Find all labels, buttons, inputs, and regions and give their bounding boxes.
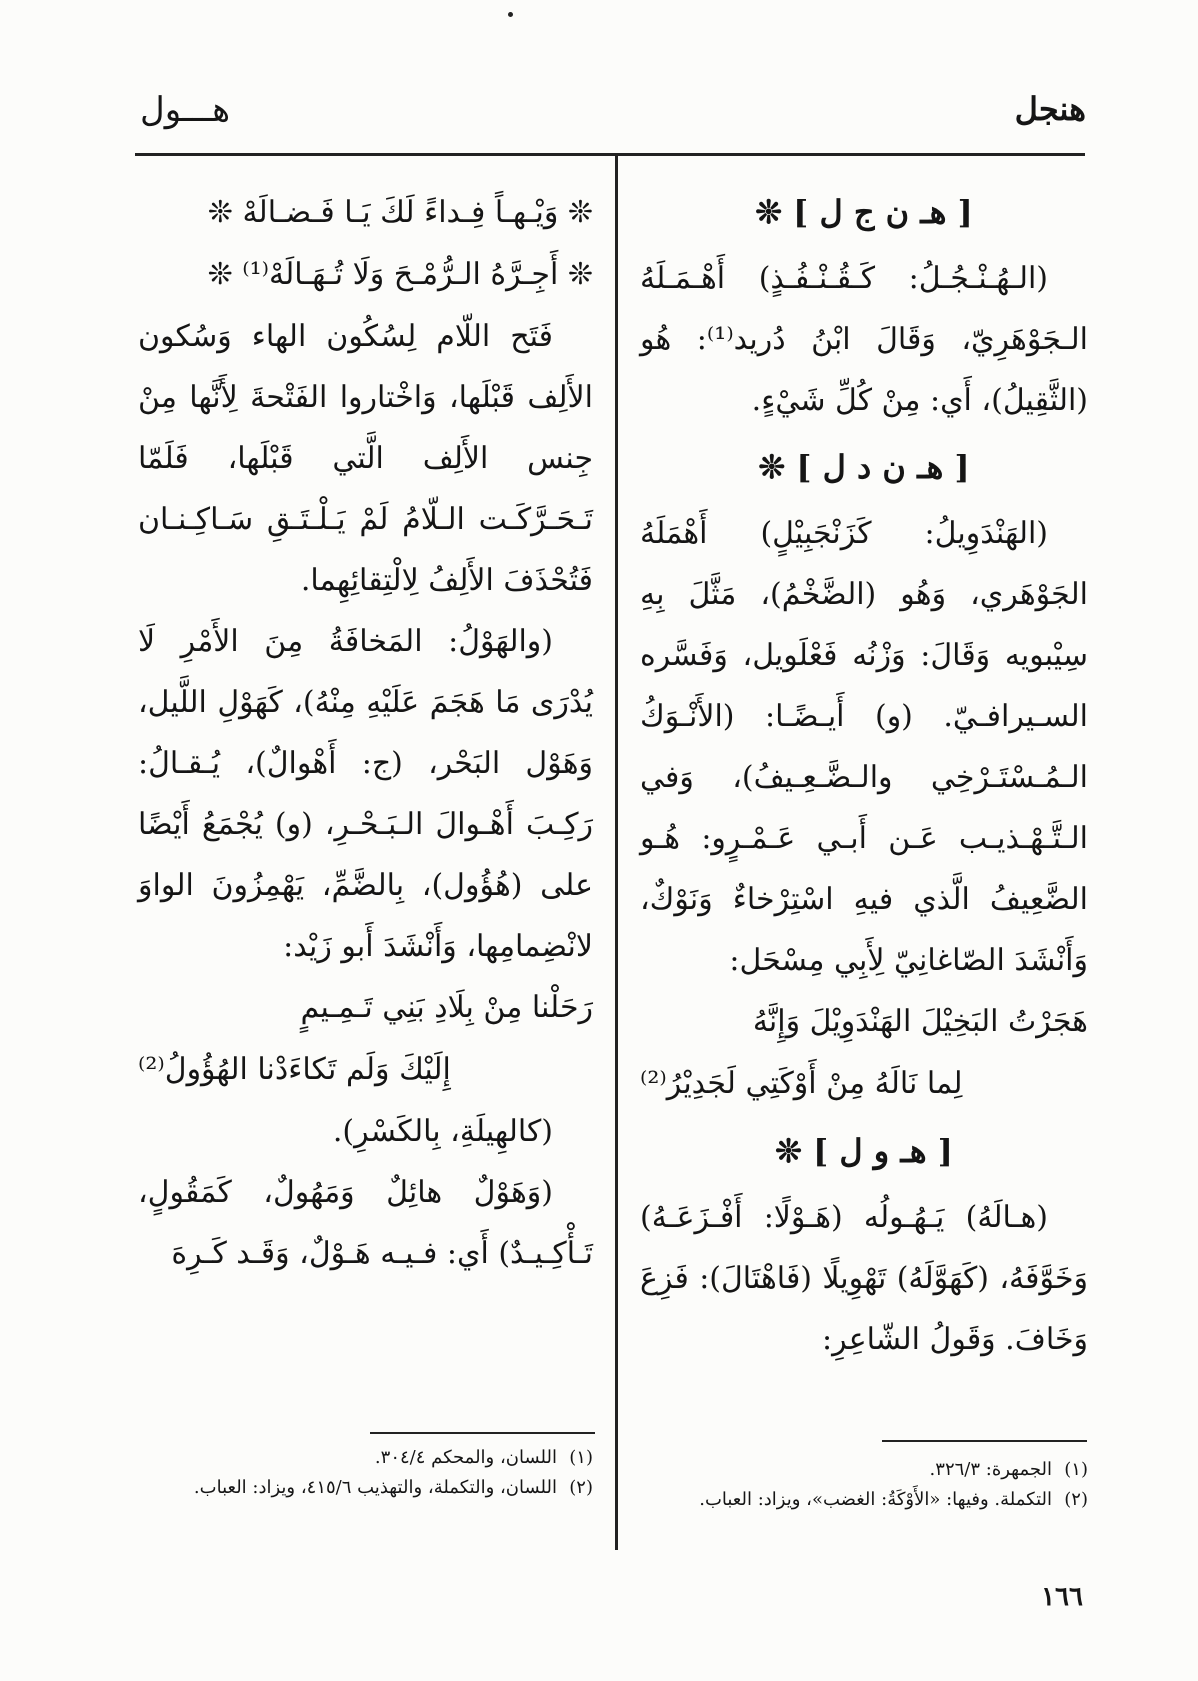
right-column [640,182,1088,1370]
entry-text-hnjl: (الـهُـنْـجُـلُ: كَـقُـنْـفُـذٍ) أَهْـمَـلَهُ الـجَوْهَرِيّ، وَقَالَ ابْنُ دُريد⁽¹⁾: هُو (الثَّقِيلُ)، أَي: مِنْ كُلِّ شَيْءٍ. [640,261,1088,418]
paragraph: فَتَح اللّام لِسُكُون الهاء وَسُكون الأَلِف قَبْلَها، وَاخْتاروا الفَتْحةَ لِأَنَّها مِنْ جِنس الأَلِف الَّتي قَبْلَها، فَلَمّا تَـحَـرَّكَـت الـلّامُ لَمْ يَـلْـتَـقِ سَـاكِـنـان فَتُحْذَفَ الأَلِفُ لِالْتِقائِهِما. [138,319,593,598]
paragraph: (كالهِيلَةِ، بِالكَسْرِ). [332,1114,553,1149]
entry-heading-hwl: [ هـ و ل ] ❊ [775,1132,953,1170]
footnote-number: (٢) [1064,1489,1088,1510]
footnotes-right [640,1455,1088,1515]
running-header-left: هـــول [140,90,231,130]
footnote-number: (١) [1064,1459,1088,1480]
verse-line: هَجَرْتُ البَخِيْلَ الهَنْدَوِيْلَ وَإِنَّهُ [752,1004,1088,1039]
entry-heading-hnjl: [ هـ ن ج ل ] ❊ [755,193,973,231]
footnote [640,1455,1088,1485]
footnote-text: اللسان، والمحكم ٣٠٤/٤. [374,1447,557,1468]
left-column [138,182,593,1284]
footnote-number: (١) [569,1447,593,1468]
paragraph: (وَهَوْلٌ هائِلٌ وَمَهُولٌ، كَمَقُولٍ، تَـأْكِـيـدٌ) أَي: فـيـه هَـوْلٌ، وَقَـد كَـرِهَ [138,1175,593,1271]
column-divider [615,155,618,1550]
verse-line: ❊ وَيْـهـاً فِـداءً لَكَ يَـا فَـضـالَهْ ❊ [207,195,593,230]
entry-heading-hndl: [ هـ ن د ل ] ❊ [758,448,970,486]
header-rule [135,153,1085,156]
footnotes-left [138,1443,593,1503]
verse-line: رَحَلْنا مِنْ بِلَادِ بَنِي تَـمِـيمٍ [300,990,593,1025]
verse-line: إِلَيْكَ وَلَم تَكاءَدْنا الهُؤُولُ⁽²⁾ [138,1052,451,1087]
footnote [138,1443,593,1473]
entry-text-hwl: (هـالَهُ) يَـهُـولُه (هَـوْلًا: أَفْـزَعَـهُ) وَخَوَّفَهُ، (كَهَوَّلَهُ) تَهْوِيلًا (فَاهْتَالَ): فَزِعَ وَخَافَ. وَقَولُ الشّاعِرِ: [640,1200,1088,1357]
footnote-number: (٢) [569,1477,593,1498]
entry-text-hndl: (الهَنْدَوِيلُ: كَزَنْجَبِيْلٍ) أَهْمَلَهُ الجَوْهَري، وَهُو (الضَّخْمُ)، مَثَّلَ بِهِ سِيْبويه وَقَالَ: وَزْنُه فَعْلَويل، وَفَسَّره السـيرافـيّ. (و) أَيـضًـا: (الأَنْـوَكُ الـمُـسْتَـرْخِي والـضَّـعِـيفُ)، وَفي الـتَّـهْـذيـب عَـن أَبـي عَـمْـرٍو: هُـو الضَّعِيفُ الَّذي فيهِ اسْتِرْخاءٌ وَنَوْكٌ، وَأَنْشَدَ الصّاغانِيّ لِأَبِي مِسْحَل: [640,516,1088,978]
verse-line: لِما نَالَهُ مِنْ أَوْكَتِي لَجَدِيْرُ⁽²⁾ [640,1066,963,1101]
footnote-rule-left [370,1432,595,1434]
footnote-text: الجمهرة: ٣٢٦/٣. [929,1459,1052,1480]
top-dot [508,12,513,17]
footnote-text: التكملة. وفيها: «الأَوْكَةُ: الغضب»، ويزاد: العباب. [699,1489,1052,1510]
footnote-rule-right [882,1440,1087,1442]
page-number: ١٦٦ [1041,1582,1083,1612]
footnote [138,1473,593,1503]
footnote [640,1485,1088,1515]
running-header-right: هنجل [1014,90,1086,128]
paragraph: (والهَوْلُ: المَخافَةُ مِنَ الأَمْرِ لَا يُدْرَى مَا هَجَمَ عَلَيْهِ مِنْهُ)، كَهَوْلِ اللَّيل، وَهَوْل البَحْر، (ج: أَهْوالٌ)، يُـقـالُ: رَكِـبَ أَهْـوالَ الـبَـحْـرِ، (و) يُجْمَعُ أَيْضًا على (هُؤُول)، بِالضَّمِّ، يَهْمِزُونَ الواوَ لانْضِمامِها، وَأَنْشَدَ أَبو زَيْد: [138,624,593,964]
verse-line: ❊ أَجِـرَّهُ الـرُّمْـحَ وَلَا تُـهَـالَهْ⁽¹⁾ ❊ [207,257,593,292]
footnote-text: اللسان، والتكملة، والتهذيب ٤١٥/٦، ويزاد: العباب. [193,1477,557,1498]
